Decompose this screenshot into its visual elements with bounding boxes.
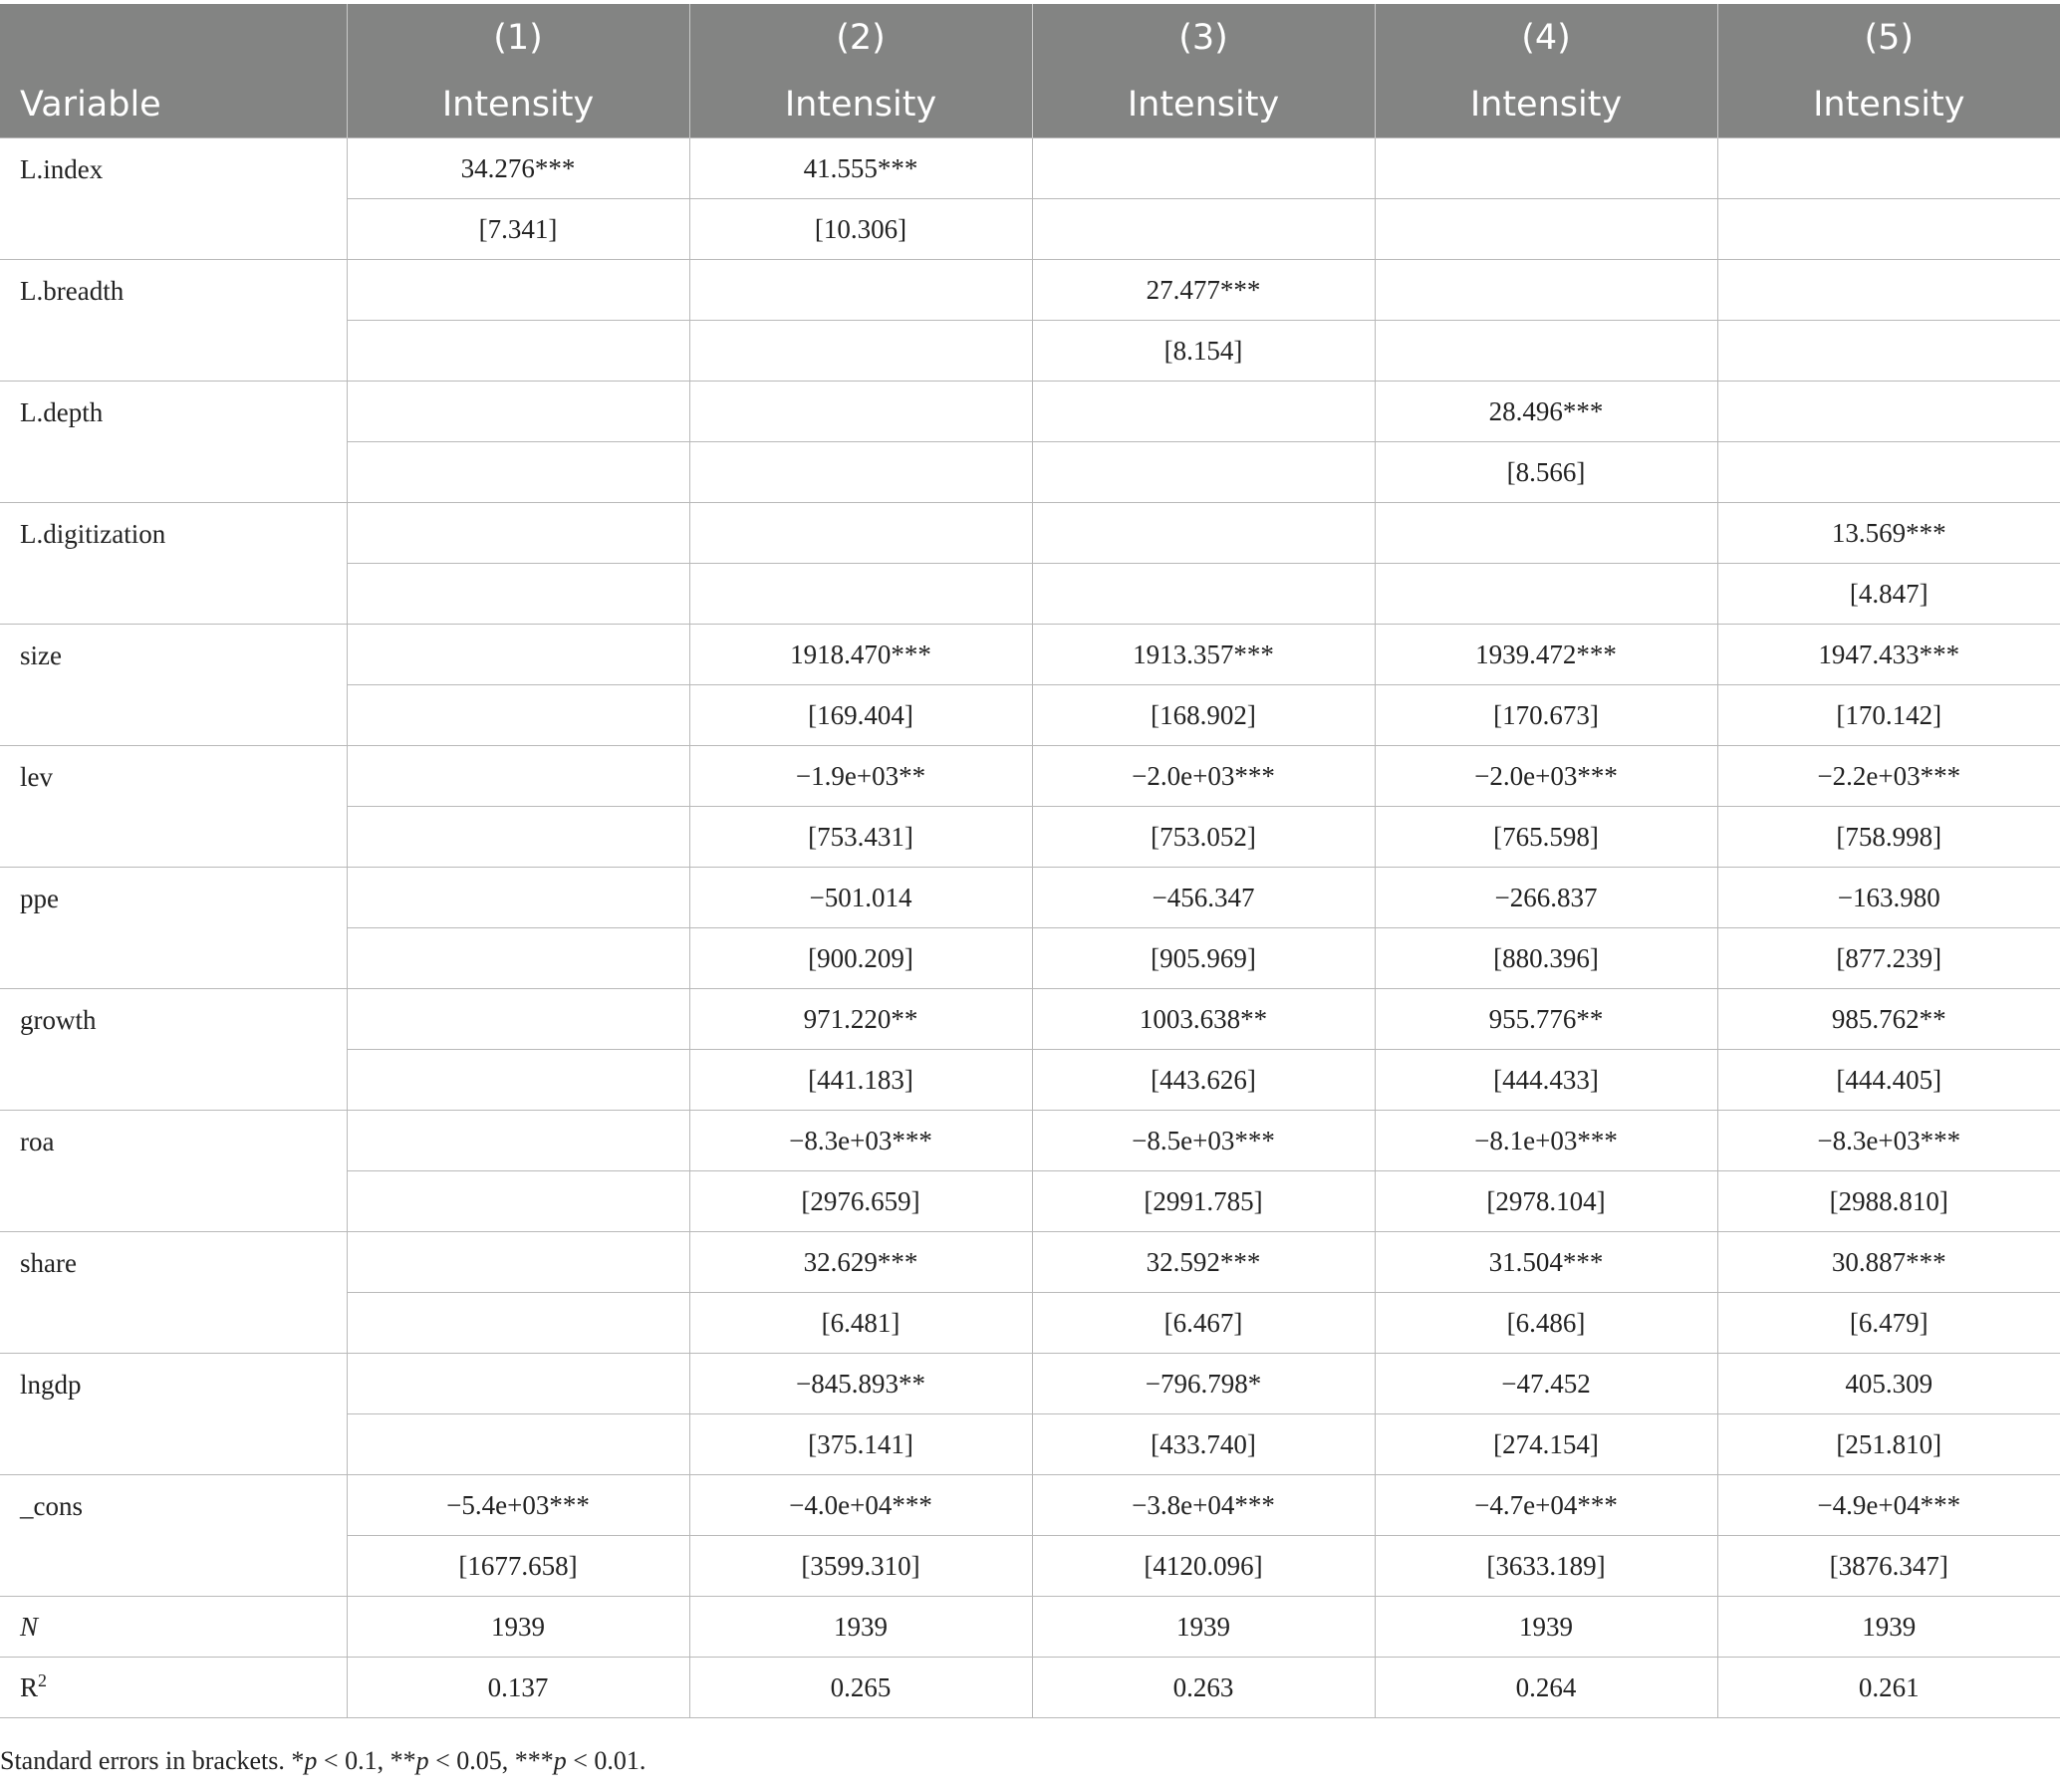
coefficient-row: [0, 382, 2060, 442]
variable-name: L.digitization: [0, 503, 347, 625]
standard-error-cell: [433.740]: [1032, 1414, 1375, 1475]
standard-error-cell: [753.052]: [1032, 807, 1375, 868]
coefficient-cell: [689, 503, 1032, 564]
standard-error-cell: [1717, 321, 2060, 382]
coefficient-cell: 32.629***: [689, 1232, 1032, 1293]
stat-label-n: N: [0, 1597, 347, 1658]
standard-error-cell: [765.598]: [1375, 807, 1717, 868]
column-number: (4): [1375, 4, 1717, 72]
coefficient-cell: [347, 989, 689, 1050]
coefficient-cell: 30.887***: [1717, 1232, 2060, 1293]
coefficient-cell: 1918.470***: [689, 625, 1032, 685]
coefficient-cell: [1375, 138, 1717, 199]
standard-error-cell: [347, 442, 689, 503]
standard-error-cell: [347, 1171, 689, 1232]
r2-label-text: R: [20, 1671, 39, 1702]
header-row-dependent-variables: [0, 72, 2060, 138]
coefficient-cell: −501.014: [689, 868, 1032, 928]
column-number: (3): [1032, 4, 1375, 72]
standard-error-cell: [2988.810]: [1717, 1171, 2060, 1232]
standard-error-cell: [170.673]: [1375, 685, 1717, 746]
dependent-variable-header: Intensity: [1375, 72, 1717, 138]
standard-error-cell: [1717, 442, 2060, 503]
coefficient-cell: 13.569***: [1717, 503, 2060, 564]
r2-value: 0.263: [1032, 1658, 1375, 1718]
coefficient-cell: −1.9e+03**: [689, 746, 1032, 807]
stat-label-r2: [0, 1658, 347, 1718]
standard-error-cell: [444.433]: [1375, 1050, 1717, 1111]
standard-error-cell: [1375, 199, 1717, 260]
coefficient-row: [0, 503, 2060, 564]
column-number: (5): [1717, 4, 2060, 72]
variable-name: _cons: [0, 1475, 347, 1597]
standard-error-cell: [443.626]: [1032, 1050, 1375, 1111]
note-p-symbol: p: [415, 1746, 429, 1775]
standard-error-cell: [8.566]: [1375, 442, 1717, 503]
coefficient-cell: 985.762**: [1717, 989, 2060, 1050]
n-value: 1939: [1375, 1597, 1717, 1658]
coefficient-row: [0, 260, 2060, 321]
coefficient-cell: −8.1e+03***: [1375, 1111, 1717, 1171]
coefficient-cell: −163.980: [1717, 868, 2060, 928]
regression-table-container: [0, 4, 2060, 1718]
standard-error-cell: [169.404]: [689, 685, 1032, 746]
regression-table: [0, 4, 2060, 1718]
standard-error-cell: [347, 1293, 689, 1354]
standard-error-cell: [6.479]: [1717, 1293, 2060, 1354]
n-value: 1939: [347, 1597, 689, 1658]
coefficient-cell: 1947.433***: [1717, 625, 2060, 685]
coefficient-cell: −845.893**: [689, 1354, 1032, 1414]
note-p-symbol: p: [553, 1746, 567, 1775]
coefficient-cell: [1717, 260, 2060, 321]
coefficient-cell: 31.504***: [1375, 1232, 1717, 1293]
n-value: 1939: [1032, 1597, 1375, 1658]
coefficient-row: [0, 989, 2060, 1050]
standard-error-cell: [347, 928, 689, 989]
table-body: [0, 138, 2060, 1718]
n-value: 1939: [1717, 1597, 2060, 1658]
coefficient-cell: −796.798*: [1032, 1354, 1375, 1414]
coefficient-cell: 1003.638**: [1032, 989, 1375, 1050]
variable-name: L.depth: [0, 382, 347, 503]
coefficient-cell: 28.496***: [1375, 382, 1717, 442]
coefficient-cell: −3.8e+04***: [1032, 1475, 1375, 1536]
coefficient-cell: 955.776**: [1375, 989, 1717, 1050]
coefficient-cell: −47.452: [1375, 1354, 1717, 1414]
dependent-variable-header: Intensity: [689, 72, 1032, 138]
standard-error-cell: [3876.347]: [1717, 1536, 2060, 1597]
dependent-variable-header: Intensity: [347, 72, 689, 138]
r2-value: 0.261: [1717, 1658, 2060, 1718]
coefficient-cell: 34.276***: [347, 138, 689, 199]
standard-error-cell: [168.902]: [1032, 685, 1375, 746]
n-value: 1939: [689, 1597, 1032, 1658]
coefficient-cell: [347, 260, 689, 321]
coefficient-cell: −4.0e+04***: [689, 1475, 1032, 1536]
coefficient-cell: 32.592***: [1032, 1232, 1375, 1293]
coefficient-row: [0, 1475, 2060, 1536]
coefficient-cell: 41.555***: [689, 138, 1032, 199]
r2-superscript: 2: [38, 1669, 48, 1690]
note-text: < 0.05, ***: [428, 1746, 554, 1775]
standard-error-cell: [347, 1414, 689, 1475]
standard-error-cell: [251.810]: [1717, 1414, 2060, 1475]
standard-error-cell: [880.396]: [1375, 928, 1717, 989]
coefficient-cell: [1717, 382, 2060, 442]
coefficient-cell: −4.9e+04***: [1717, 1475, 2060, 1536]
r2-value: 0.265: [689, 1658, 1032, 1718]
r2-value: 0.264: [1375, 1658, 1717, 1718]
coefficient-cell: −456.347: [1032, 868, 1375, 928]
standard-error-cell: [347, 1050, 689, 1111]
standard-error-cell: [347, 321, 689, 382]
coefficient-cell: [347, 868, 689, 928]
standard-error-cell: [758.998]: [1717, 807, 2060, 868]
coefficient-cell: −8.3e+03***: [1717, 1111, 2060, 1171]
coefficient-cell: −2.0e+03***: [1032, 746, 1375, 807]
variable-name: share: [0, 1232, 347, 1354]
column-number: (2): [689, 4, 1032, 72]
standard-error-cell: [274.154]: [1375, 1414, 1717, 1475]
variable-name: ppe: [0, 868, 347, 989]
variable-name: roa: [0, 1111, 347, 1232]
standard-error-cell: [2978.104]: [1375, 1171, 1717, 1232]
note-text: Standard errors in brackets. *: [0, 1746, 305, 1775]
coefficient-cell: [347, 625, 689, 685]
column-number: (1): [347, 4, 689, 72]
standard-error-cell: [1032, 564, 1375, 625]
coefficient-cell: [689, 382, 1032, 442]
standard-error-cell: [1677.658]: [347, 1536, 689, 1597]
standard-error-cell: [6.467]: [1032, 1293, 1375, 1354]
coefficient-row: [0, 746, 2060, 807]
standard-error-cell: [3633.189]: [1375, 1536, 1717, 1597]
r2-value: 0.137: [347, 1658, 689, 1718]
coefficient-cell: 971.220**: [689, 989, 1032, 1050]
coefficient-cell: [347, 1111, 689, 1171]
coefficient-cell: [347, 746, 689, 807]
variable-name: L.breadth: [0, 260, 347, 382]
table-header: [0, 4, 2060, 138]
coefficient-row: [0, 1111, 2060, 1171]
standard-error-cell: [2991.785]: [1032, 1171, 1375, 1232]
header-row-column-numbers: [0, 4, 2060, 72]
standard-error-cell: [375.141]: [689, 1414, 1032, 1475]
standard-error-cell: [441.183]: [689, 1050, 1032, 1111]
stat-row-n: [0, 1597, 2060, 1658]
standard-error-cell: [347, 564, 689, 625]
standard-error-cell: [8.154]: [1032, 321, 1375, 382]
standard-error-cell: [1375, 321, 1717, 382]
coefficient-cell: [1717, 138, 2060, 199]
dependent-variable-header: Intensity: [1032, 72, 1375, 138]
coefficient-cell: 1913.357***: [1032, 625, 1375, 685]
coefficient-cell: [1375, 260, 1717, 321]
note-text: < 0.01.: [566, 1746, 646, 1775]
coefficient-cell: −266.837: [1375, 868, 1717, 928]
standard-error-cell: [753.431]: [689, 807, 1032, 868]
coefficient-cell: [1032, 138, 1375, 199]
standard-error-cell: [689, 564, 1032, 625]
coefficient-cell: −8.5e+03***: [1032, 1111, 1375, 1171]
variable-name: lngdp: [0, 1354, 347, 1475]
coefficient-cell: [347, 503, 689, 564]
coefficient-cell: [347, 382, 689, 442]
coefficient-row: [0, 1354, 2060, 1414]
variable-name: lev: [0, 746, 347, 868]
variable-column-header: Variable: [0, 72, 347, 138]
standard-error-cell: [4120.096]: [1032, 1536, 1375, 1597]
coefficient-cell: [1032, 382, 1375, 442]
header-blank-cell: [0, 4, 347, 72]
coefficient-cell: [689, 260, 1032, 321]
coefficient-cell: [347, 1232, 689, 1293]
coefficient-cell: 27.477***: [1032, 260, 1375, 321]
standard-error-cell: [6.481]: [689, 1293, 1032, 1354]
standard-error-cell: [347, 685, 689, 746]
standard-error-cell: [689, 442, 1032, 503]
standard-error-cell: [6.486]: [1375, 1293, 1717, 1354]
coefficient-cell: [1375, 503, 1717, 564]
coefficient-cell: 1939.472***: [1375, 625, 1717, 685]
coefficient-cell: −5.4e+03***: [347, 1475, 689, 1536]
variable-name: size: [0, 625, 347, 746]
coefficient-row: [0, 138, 2060, 199]
table-footnote: [0, 1746, 645, 1776]
coefficient-cell: 405.309: [1717, 1354, 2060, 1414]
coefficient-cell: −8.3e+03***: [689, 1111, 1032, 1171]
standard-error-cell: [3599.310]: [689, 1536, 1032, 1597]
stat-row-r2: [0, 1658, 2060, 1718]
standard-error-cell: [1375, 564, 1717, 625]
standard-error-cell: [1032, 442, 1375, 503]
standard-error-cell: [689, 321, 1032, 382]
standard-error-cell: [444.405]: [1717, 1050, 2060, 1111]
standard-error-cell: [4.847]: [1717, 564, 2060, 625]
coefficient-cell: [1032, 503, 1375, 564]
coefficient-cell: −2.2e+03***: [1717, 746, 2060, 807]
standard-error-cell: [2976.659]: [689, 1171, 1032, 1232]
standard-error-cell: [1717, 199, 2060, 260]
coefficient-row: [0, 625, 2060, 685]
note-text: < 0.1, **: [317, 1746, 416, 1775]
variable-name: L.index: [0, 138, 347, 260]
standard-error-cell: [900.209]: [689, 928, 1032, 989]
note-p-symbol: p: [304, 1746, 318, 1775]
standard-error-cell: [1032, 199, 1375, 260]
coefficient-cell: −2.0e+03***: [1375, 746, 1717, 807]
coefficient-row: [0, 1232, 2060, 1293]
standard-error-cell: [10.306]: [689, 199, 1032, 260]
standard-error-cell: [877.239]: [1717, 928, 2060, 989]
variable-name: growth: [0, 989, 347, 1111]
standard-error-cell: [7.341]: [347, 199, 689, 260]
dependent-variable-header: Intensity: [1717, 72, 2060, 138]
coefficient-cell: [347, 1354, 689, 1414]
coefficient-row: [0, 868, 2060, 928]
standard-error-cell: [170.142]: [1717, 685, 2060, 746]
standard-error-cell: [347, 807, 689, 868]
standard-error-cell: [905.969]: [1032, 928, 1375, 989]
coefficient-cell: −4.7e+04***: [1375, 1475, 1717, 1536]
